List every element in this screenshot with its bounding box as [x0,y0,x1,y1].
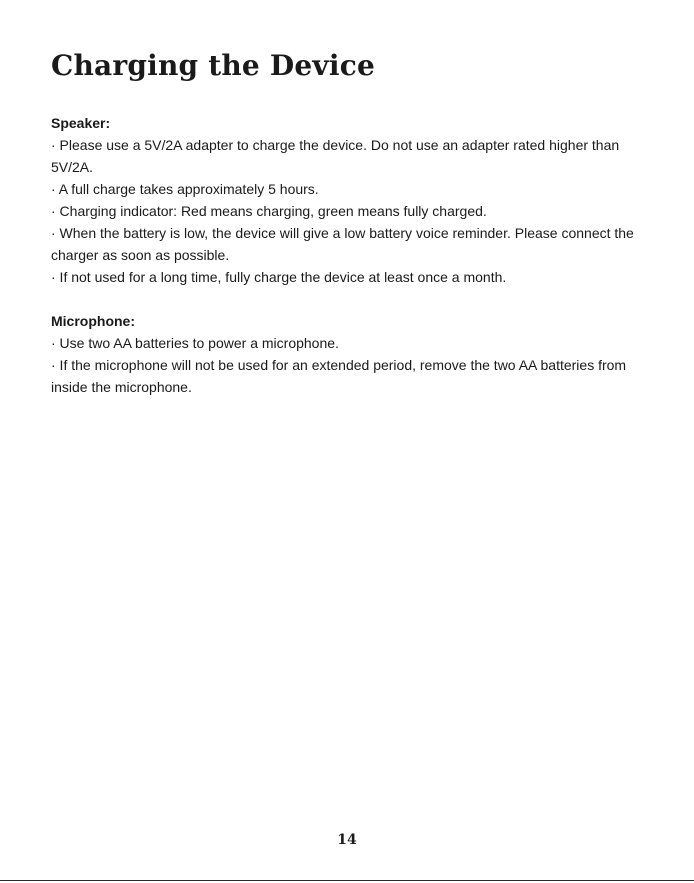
bottom-divider [0,880,694,881]
list-item: · If the microphone will not be used for an extended period, remove the two AA batteries from inside the microphone. [51,357,627,395]
list-item: · Charging indicator: Red means charging, green means fully charged. [51,203,487,219]
list-item: · A full charge takes approximately 5 hours. [51,181,319,197]
page-title: Charging the Device [51,49,375,82]
microphone-section [51,310,651,398]
list-item: · If not used for a long time, fully charge the device at least once a month. [51,269,507,285]
list-item: · Please use a 5V/2A adapter to charge the device. Do not use an adapter rated higher than 5V/2A. [51,137,620,175]
page-number: 14 [337,832,357,848]
section-heading: Microphone: [51,313,135,329]
speaker-section [51,112,651,288]
list-item: · When the battery is low, the device will give a low battery voice reminder. Please connect the charger as soon as possible. [51,225,634,263]
section-heading: Speaker: [51,115,111,131]
list-item: · Use two AA batteries to power a microphone. [51,335,339,351]
page-content [51,112,651,420]
